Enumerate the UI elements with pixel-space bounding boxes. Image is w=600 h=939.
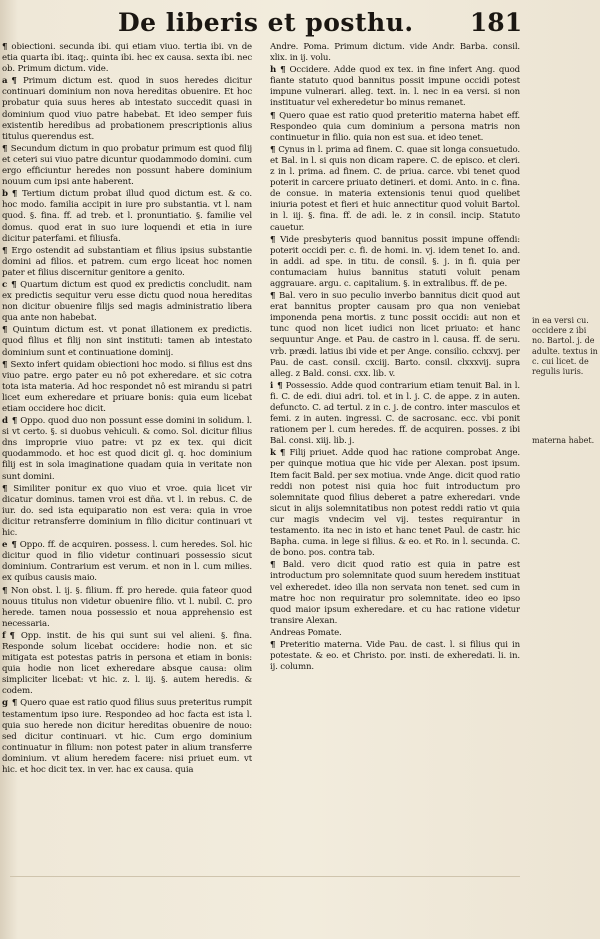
paragraph-text: ¶ Occidere. Adde quod ex tex. in fine infert Ang. quod fiante statuto quod bannitus possit impune occidi potest impune vulnerari. alleg. text. in. l. nec in ea versi. si non instituatur vel exheredetur bo minus remanet. xyxy=(270,65,520,108)
paragraph-text: ¶ Preteritio materna. Vide Pau. de cast. l. si filius qui in potestate. & eo. et Christo. por. insti. de exheredati. li. in. ij. column. xyxy=(270,640,520,672)
left-column xyxy=(2,42,252,873)
paragraph-text: ¶ Quartum dictum est quod ex predictis concludit. nam ex predictis sequitur veru esse dictu quod noua hereditas non dicitur obuenire filijs sed magis administratio libera qua ante non habebat. xyxy=(2,280,252,323)
commentary-paragraph xyxy=(270,640,520,673)
paragraph-text: ¶ Tertium dictum probat illud quod dictum est. & co. hoc modo. familia accipit in iure pro substantia. vt l. nam quod. §. fina. ff. ad treb. et l. pronuntiatio. §. familie vel domus. quod erat in suo iure loquendi et etia in iure dicitur paterfami. et filiusfa. xyxy=(2,189,252,243)
paragraph-text: ¶ Vide presbyteris quod bannitus possit impune offendi: poterit occidi per. c. fi. de homi. in. vj. idem tenet Io. and. in addi. ad spe. in titu. de consil. §. j. in fi. quia per contumaciam huius bannitus statuti voluit penam aggrauare. argu. c. capitalium. §. in extralibus. ff. de pe. xyxy=(270,235,520,289)
paragraph-text: ¶ Primum dictum est. quod in suos heredes dicitur continuari dominium non nova hereditas obuenire. Et hoc probatur quia suus heres ab intestato succedit quasi in dominium quod viuo patre habebat. Et ideo semper fuis existentib heredibus ad probationem prescriptionis alius titulus querendus est. xyxy=(2,76,252,141)
gloss-marker: a xyxy=(2,76,8,87)
paragraph-text: ¶ Bald. vero dicit quod ratio est quia in patre est introductum pro solemnitate quod suum heredem instituat vel exheredet. ideo illa non servata non tenet. sed cum in matre hoc non requiratur pro solemnitate. ideo eo ipso quod maior ipsum exheredare. et cu hac ratione videtur transire Alexan. xyxy=(270,560,520,625)
gloss-marker: f xyxy=(2,630,6,641)
right-column xyxy=(270,42,520,873)
running-title: De liberis et posthu. xyxy=(118,8,414,37)
commentary-paragraph xyxy=(2,586,252,630)
commentary-paragraph xyxy=(270,235,520,290)
paragraph-text: ¶ Cynus in l. prima ad finem. C. quae sit longa consuetudo. et Bal. in l. si quis non dicam rapere. C. de episco. et cleri. z in l. prima. ad finem. C. de priua. carce. vbi tenet quod poterit in carcere priuato detineri. et domi. Anto. in c. fina. de consue. in materia extensionis tenui quod quelibet iniuria potest et fieri et huic annectitur quod voluit Bartol. in l. iij. §. fina. ff. de adi. le. z in consil. incip. Statuto cauetur. xyxy=(270,145,520,233)
commentary-paragraph xyxy=(2,631,252,698)
commentary-paragraph xyxy=(270,628,520,639)
commentary-paragraph xyxy=(2,246,252,279)
paragraph-text: ¶ Quero quae est ratio quod filius suus preteritus rumpit testamentum ipso iure. Respondeo ad hoc facta est ista l. quia suo herede non dicitur hereditas obuenire de nouo: sed dicitur continuari. vt hic. Cum ergo dominium continuatur in filium: non potest pater in alium transferre dominium. vt alium heredem facere: nisi priuet eum. vt hic. et hoc dicit tex. in ver. hac ex causa. quia xyxy=(2,698,252,775)
commentary-paragraph xyxy=(2,360,252,415)
commentary-paragraph xyxy=(2,325,252,358)
gloss-marker: d xyxy=(2,416,8,427)
paragraph-text: ¶ Bal. vero in suo peculio inverbo bannitus dicit quod aut erat bannitus propter causam pro qua non veniebat imponenda pena mortis. z tunc possit occidi: aut non et tunc quod non licet iudici non licet priuato: et hanc sequuntur Ange. et Pau. de castro in l. causa. ff. de seru. vrb. prædi. latius ibi vide et per Ange. consilio. cclxxvj. per Pau. de cast. consil. cxciij. Barto. consil. clxxxvij. supra alleg. z Bald. consi. cxx. lib. v. xyxy=(270,291,520,379)
gloss-marker: k xyxy=(270,448,276,459)
commentary-paragraph xyxy=(270,448,520,559)
gloss-marker: i xyxy=(270,380,274,391)
gloss-marker: g xyxy=(2,698,8,709)
commentary-paragraph xyxy=(2,42,252,75)
commentary-paragraph xyxy=(2,540,252,584)
commentary-paragraph xyxy=(2,484,252,539)
commentary-paragraph xyxy=(2,698,252,776)
commentary-paragraph xyxy=(270,111,520,144)
commentary-paragraph xyxy=(270,42,520,64)
footer-rule xyxy=(10,876,520,877)
paragraph-text: ¶ Possessio. Adde quod contrarium etiam tenuit Bal. in l. fi. C. de edi. diui adri. tol. et in l. j. C. de appe. z in auten. defuncto. C. ad tertul. z in c. j. de contro. inter masculos et femi. z in auten. ingressi. C. de sacrosanc. ecc. vbi ponit rationem per l. cum heredes. ff. de acquiren. posses. z ibi Bal. consi. xiij. lib. j. xyxy=(270,381,520,446)
paragraph-text: Andre. Poma. Primum dictum. vide Andr. Barba. consil. xlix. in ij. volu. xyxy=(270,42,520,64)
commentary-paragraph xyxy=(2,189,252,244)
paragraph-text: ¶ obiectioni. secunda ibi. qui etiam viuo. tertia ibi. vn de etia quarta ibi. itaq;. quinta ibi. hec ex causa. sexta ibi. nec ob. Primum dictum. vide. xyxy=(2,42,252,74)
paragraph-text: ¶ Ergo ostendit ad substantiam et filius ipsius substantie domini ad filios. et patrem. cum ergo liceat hoc nomen pater et filius discernitur genitore a genito. xyxy=(2,246,252,278)
commentary-paragraph xyxy=(270,291,520,380)
commentary-paragraph xyxy=(2,76,252,143)
paragraph-text: ¶ Secundum dictum in quo probatur primum est quod filij et ceteri sui viuo patre dicuntur quodammodo domini. cum ergo efficiuntur heredes non possunt habere dominium nouum cum ipsi ante haberent. xyxy=(2,144,252,187)
marginal-note: in ea versi cu. occidere z ibi no. Bartol. j. de adulte. textus in c. cui licet. de regulis iuris. xyxy=(532,316,598,377)
commentary-paragraph xyxy=(2,416,252,483)
commentary-paragraph xyxy=(270,560,520,627)
paragraph-text: Andreas Pomate. xyxy=(270,627,342,638)
paragraph-text: ¶ Non obst. l. ij. §. filium. ff. pro herede. quia fateor quod nouus titulus non videtur obuenire filio. vt l. nubil. C. pro herede. tamen noua possessio et noua apprehensio est necessaria. xyxy=(2,586,252,629)
paragraph-text: ¶ Quintum dictum est. vt ponat illationem ex predictis. quod filius et filij non sint instituti: tamen ab intestato dominium sunt et continuatione dominij. xyxy=(2,325,252,357)
gloss-marker: h xyxy=(270,65,277,76)
commentary-paragraph xyxy=(270,65,520,109)
paragraph-text: ¶ Quero quae est ratio quod preteritio materna habet eff. Respondeo quia cum dominium a persona matris non continuetur in filio. quia non est sua. et ideo tenet. xyxy=(270,111,520,143)
gloss-marker: c xyxy=(2,279,8,290)
paragraph-text: ¶ Similiter ponitur ex quo viuo et vroe. quia licet vir dicatur dominus. tamen vroi est dña. vt l. in rebus. C. de iur. do. sed ista equiparatio non est vera: quia in vroe dicitur retransferre dominium in filio dicitur continuari vt hic. xyxy=(2,484,252,538)
paragraph-text: ¶ Oppo. ff. de acquiren. possess. l. cum heredes. Sol. hic dicitur quod in filio videtur continuari possessio sicut dominium. Contrarium est verum. et non in l. cum milies. ex quibus causis maio. xyxy=(2,540,252,583)
marginal-note: materna habet. xyxy=(532,436,595,445)
paragraph-text: ¶ Filij priuet. Adde quod hac ratione comprobat Ange. per quinque motiua que hic vide per Alexan. post ipsum. Item facit Bald. per sex motiua. vnde Ange. dicit quod ratio reddi non potest nisi quia hoc fuit introductum pro solemnitate quod filius deberet a patre exheredari. vnde sicut in alijs solemnitatibus non potest reddi ratio vt quia cur magis vndecim vel vij. testes requirantur in testamento. ita nec in isto et hanc tenet Paul. de castr. hic Bapha. cuma. in lege si filius. & eo. et Ro. in l. secunda. C. de bono. pos. contra tab. xyxy=(270,448,520,558)
page-number: 181 xyxy=(469,8,523,37)
paragraph-text: ¶ Opp. instit. de his qui sunt sui vel alieni. §. fina. Responde solum licebat occidere: hodie non. et sic mitigata est potestas patris in persona et etiam in bonis: quia hodie non licet exheredare absque causa: olim simpliciter licebat: vt hic. z. l. iij. §. autem heredis. & codem. xyxy=(2,631,252,696)
commentary-paragraph xyxy=(270,145,520,234)
gloss-marker: e xyxy=(2,540,8,551)
paragraph-text: ¶ Oppo. quod duo non possunt esse domini in solidum. l. si vt certo. §. si duobus vehiculi. & como. Sol. dicitur filius dns improprie viuo patre: vt pz ex tex. qui dicit quodammodo. et hoc est quod dicit gl. q. hoc dominium filij est in sola imaginatione quadam quia in veritate non sunt domini. xyxy=(2,416,252,481)
commentary-paragraph xyxy=(2,144,252,188)
paragraph-text: ¶ Sexto infert quidam obiectioni hoc modo. si filius est dns viuo patre. ergo pater eu nô pot exheredare. et sic cotra tota ista materia. Ad hoc respondet nô est mirandu si patri licet eum exheredare et priuare bonis: quia eum licebat etiam occidere hoc dicit. xyxy=(2,360,252,414)
gloss-marker: b xyxy=(2,189,8,200)
commentary-paragraph xyxy=(270,381,520,448)
page-header xyxy=(0,0,600,42)
commentary-paragraph xyxy=(2,280,252,324)
